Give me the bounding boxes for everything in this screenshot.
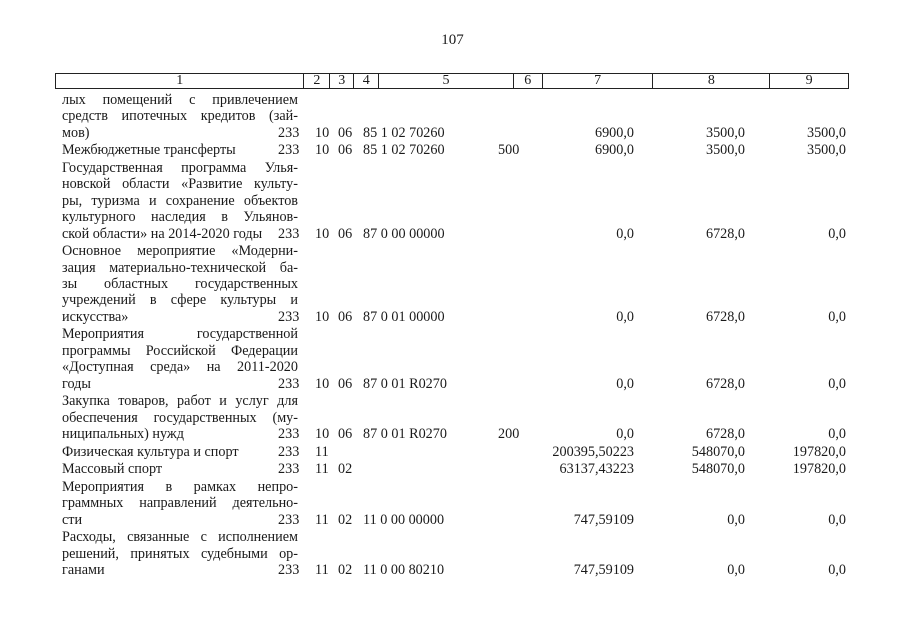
description-line: культурного наследия в Ульянов- bbox=[62, 209, 298, 226]
description-line: программы Российской Федерации bbox=[62, 342, 298, 359]
col-target-article: 87 0 00 00000 bbox=[363, 225, 445, 242]
table-row bbox=[62, 326, 852, 392]
table-row bbox=[62, 393, 852, 442]
col-amount-8: 6728,0 bbox=[705, 425, 745, 442]
col-section: 10 bbox=[315, 425, 330, 442]
col-subsection: 02 bbox=[338, 561, 353, 578]
header-col-7: 7 bbox=[543, 74, 654, 88]
header-col-1: 1 bbox=[56, 74, 304, 88]
table-row bbox=[62, 444, 852, 460]
col-grbs: 233 bbox=[278, 225, 300, 242]
col-section: 10 bbox=[315, 225, 330, 242]
col-subsection: 06 bbox=[338, 142, 353, 159]
col-amount-9: 0,0 bbox=[828, 425, 846, 442]
col-grbs: 233 bbox=[278, 511, 300, 528]
col-amount-9: 197820,0 bbox=[792, 461, 846, 478]
col-amount-9: 0,0 bbox=[828, 225, 846, 242]
row-description bbox=[62, 92, 298, 141]
col-amount-7: 200395,50223 bbox=[552, 443, 634, 460]
col-section: 11 bbox=[315, 461, 329, 478]
col-amount-8: 6728,0 bbox=[705, 308, 745, 325]
description-line: Расходы, связанные с исполнением bbox=[62, 529, 298, 546]
description-line: решений, принятых судебными ор- bbox=[62, 545, 298, 562]
col-section: 11 bbox=[315, 511, 329, 528]
col-grbs: 233 bbox=[278, 124, 300, 141]
col-amount-7: 0,0 bbox=[616, 308, 634, 325]
col-section: 10 bbox=[315, 124, 330, 141]
table-row bbox=[62, 160, 852, 242]
col-amount-8: 0,0 bbox=[727, 561, 745, 578]
header-col-8: 8 bbox=[653, 74, 770, 88]
col-target-article: 85 1 02 70260 bbox=[363, 142, 445, 159]
col-amount-9: 3500,0 bbox=[806, 124, 846, 141]
col-amount-7: 0,0 bbox=[616, 225, 634, 242]
description-line: лых помещений с привлечением bbox=[62, 92, 298, 108]
header-col-2: 2 bbox=[304, 74, 330, 88]
description-line: граммных направлений деятельно- bbox=[62, 495, 298, 512]
description-line: годы bbox=[62, 375, 91, 392]
description-line: зы областных государственных bbox=[62, 276, 298, 292]
description-line: новской области «Развитие культу- bbox=[62, 176, 298, 193]
col-subsection: 06 bbox=[338, 308, 353, 325]
col-target-article: 87 0 01 R0270 bbox=[363, 375, 447, 392]
description-line: зация материально-технической ба- bbox=[62, 259, 298, 276]
description-line: мов) bbox=[62, 124, 90, 141]
description-line: «Доступная среда» на 2011-2020 bbox=[62, 359, 298, 376]
description-line: Межбюджетные трансферты bbox=[62, 142, 236, 159]
header-col-5: 5 bbox=[379, 74, 514, 88]
description-line: ской области» на 2014-2020 годы bbox=[62, 225, 263, 242]
header-col-9: 9 bbox=[805, 73, 813, 88]
col-amount-7: 63137,43223 bbox=[559, 461, 634, 478]
col-subsection: 02 bbox=[338, 461, 353, 478]
col-section: 10 bbox=[315, 375, 330, 392]
col-grbs: 233 bbox=[278, 461, 300, 478]
col-amount-8: 3500,0 bbox=[705, 124, 745, 141]
col-amount-7: 6900,0 bbox=[594, 142, 634, 159]
col-grbs: 233 bbox=[278, 142, 300, 159]
header-col-6: 6 bbox=[514, 74, 543, 88]
col-target-article: 85 1 02 70260 bbox=[363, 124, 445, 141]
description-line: средств ипотечных кредитов (зай- bbox=[62, 108, 298, 125]
col-amount-9: 0,0 bbox=[828, 511, 846, 528]
row-description bbox=[62, 142, 298, 158]
col-amount-7: 747,59109 bbox=[573, 511, 634, 528]
col-amount-7: 747,59109 bbox=[573, 561, 634, 578]
col-subsection: 06 bbox=[338, 225, 353, 242]
col-amount-9: 197820,0 bbox=[792, 443, 846, 460]
description-line: обеспечения государственных (му- bbox=[62, 409, 298, 426]
row-description bbox=[62, 160, 298, 242]
col-grbs: 233 bbox=[278, 561, 300, 578]
col-target-article: 11 0 00 80210 bbox=[363, 561, 445, 578]
row-description bbox=[62, 529, 298, 578]
col-section: 10 bbox=[315, 142, 330, 159]
col-section: 11 bbox=[315, 443, 329, 460]
description-line: ганами bbox=[62, 562, 105, 578]
col-amount-8: 548070,0 bbox=[691, 461, 745, 478]
col-grbs: 233 bbox=[278, 375, 300, 392]
description-line: Закупка товаров, работ и услуг для bbox=[62, 393, 298, 410]
table-header bbox=[55, 73, 849, 89]
table-row bbox=[62, 92, 852, 141]
col-amount-8: 3500,0 bbox=[705, 142, 745, 159]
col-amount-9: 0,0 bbox=[828, 308, 846, 325]
col-target-article: 87 0 01 R0270 bbox=[363, 425, 447, 442]
table-row bbox=[62, 529, 852, 578]
description-line: Мероприятия государственной bbox=[62, 326, 298, 343]
col-expense-type: 500 bbox=[498, 142, 520, 159]
header-col-3: 3 bbox=[330, 74, 354, 88]
row-description bbox=[62, 243, 298, 325]
description-line: Массовый спорт bbox=[62, 461, 163, 478]
description-line: Мероприятия в рамках непро- bbox=[62, 478, 298, 495]
col-amount-8: 6728,0 bbox=[705, 375, 745, 392]
page-number: 107 bbox=[441, 32, 464, 48]
header-col-4: 4 bbox=[354, 74, 379, 88]
col-subsection: 02 bbox=[338, 511, 353, 528]
col-expense-type: 200 bbox=[498, 425, 520, 442]
col-amount-9: 0,0 bbox=[828, 375, 846, 392]
table-row bbox=[62, 142, 852, 158]
col-subsection: 06 bbox=[338, 375, 353, 392]
col-amount-8: 6728,0 bbox=[705, 225, 745, 242]
col-target-article: 87 0 01 00000 bbox=[363, 308, 445, 325]
description-line: ры, туризма и сохранение объектов bbox=[62, 192, 298, 209]
description-line: учреждений в сфере культуры и bbox=[62, 292, 298, 309]
col-target-article: 11 0 00 00000 bbox=[363, 511, 445, 528]
col-grbs: 233 bbox=[278, 443, 300, 460]
col-amount-9: 0,0 bbox=[828, 561, 846, 578]
col-amount-7: 0,0 bbox=[616, 425, 634, 442]
col-amount-7: 6900,0 bbox=[594, 124, 634, 141]
col-section: 11 bbox=[315, 561, 329, 578]
col-amount-7: 0,0 bbox=[616, 375, 634, 392]
col-section: 10 bbox=[315, 308, 330, 325]
table-row bbox=[62, 461, 852, 477]
row-description bbox=[62, 479, 298, 528]
description-line: Государственная программа Улья- bbox=[62, 160, 298, 176]
col-amount-8: 0,0 bbox=[727, 511, 745, 528]
table-row bbox=[62, 479, 852, 528]
col-subsection: 06 bbox=[338, 425, 353, 442]
description-line: Физическая культура и спорт bbox=[62, 443, 239, 460]
col-grbs: 233 bbox=[278, 308, 300, 325]
row-description bbox=[62, 393, 298, 442]
row-description bbox=[62, 461, 298, 477]
col-grbs: 233 bbox=[278, 425, 300, 442]
col-amount-9: 3500,0 bbox=[806, 142, 846, 159]
description-line: ниципальных) нужд bbox=[62, 426, 184, 442]
row-description bbox=[62, 326, 298, 392]
description-line: искусства» bbox=[62, 308, 129, 325]
row-description bbox=[62, 444, 298, 460]
col-subsection: 06 bbox=[338, 124, 353, 141]
description-line: сти bbox=[62, 511, 83, 528]
table-row bbox=[62, 243, 852, 325]
description-line: Основное мероприятие «Модерни- bbox=[62, 243, 298, 260]
col-amount-8: 548070,0 bbox=[691, 443, 745, 460]
